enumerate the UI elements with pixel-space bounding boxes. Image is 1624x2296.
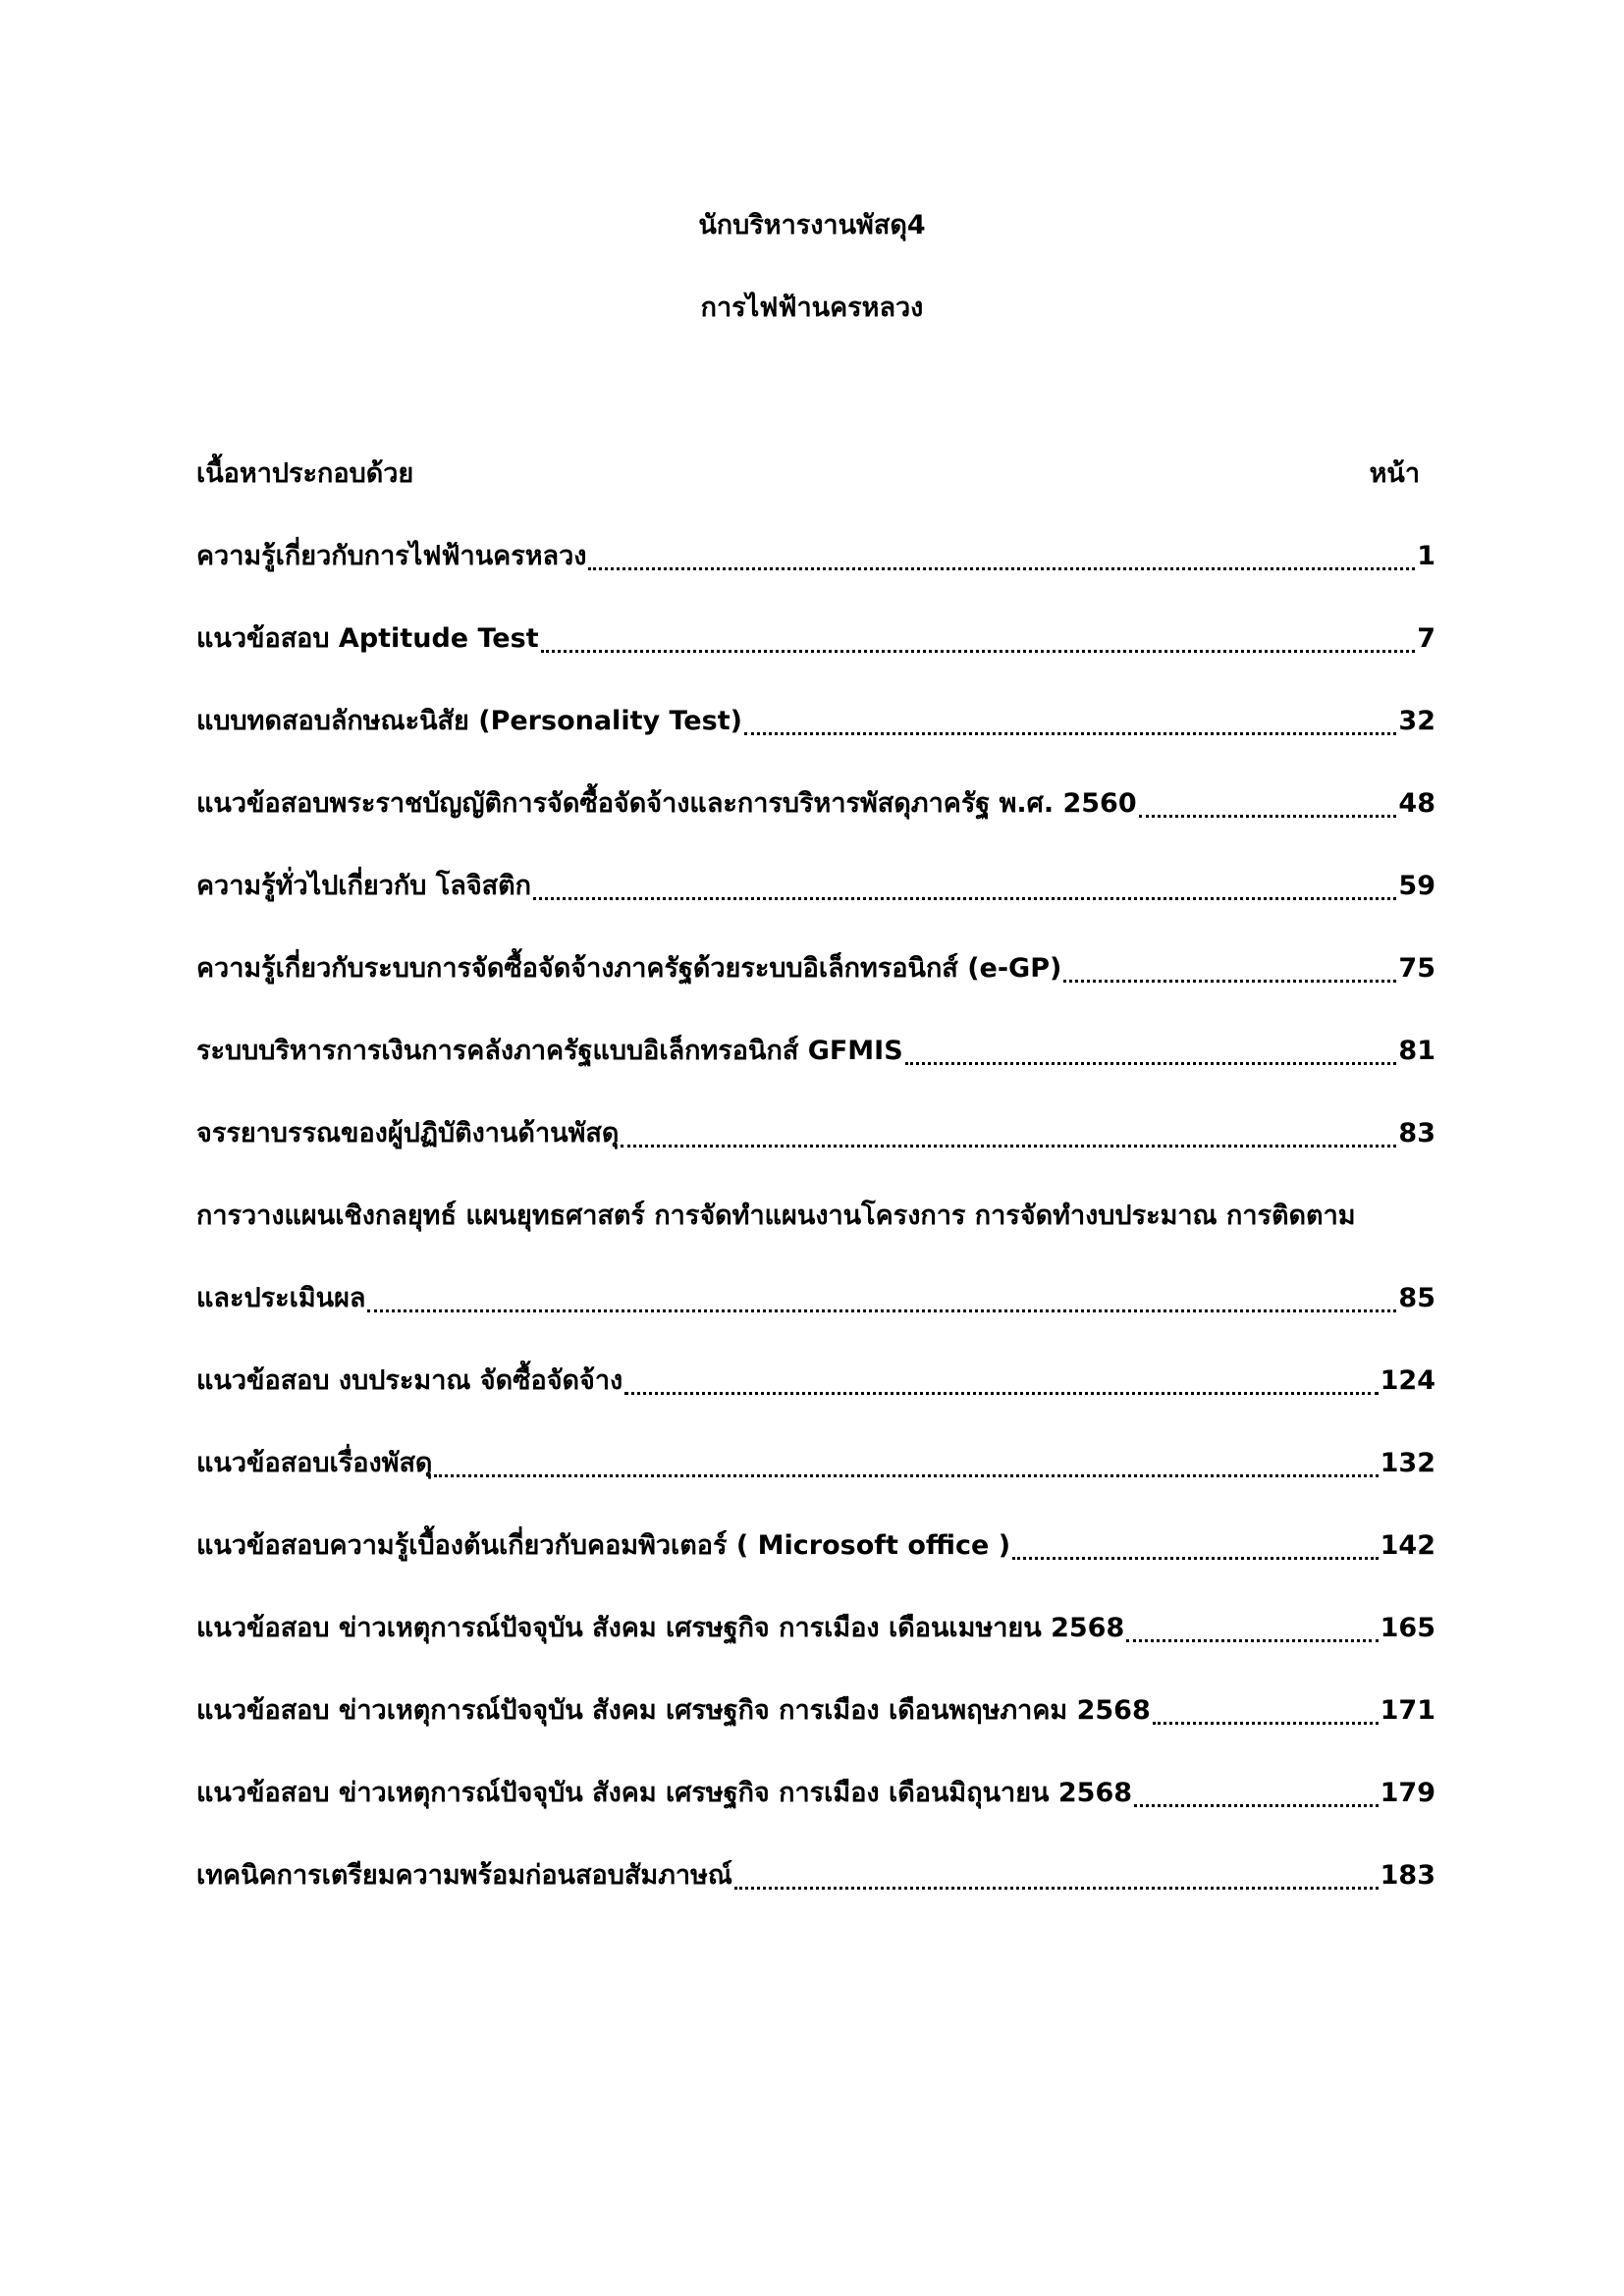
toc-entry: [196, 1689, 1435, 1772]
document-title: นักบริหารงานพัสดุ4: [698, 210, 926, 240]
toc-dot-leader: [434, 1442, 1378, 1477]
toc-entry-label: แนวข้อสอบพระราชบัญญัติการจัดซื้อจัดจ้างและการบริหารพัสดุภาครัฐ พ.ศ. 2560: [196, 788, 1137, 819]
toc-entry-label: แนวข้อสอบเรื่องพัสดุ: [196, 1448, 433, 1478]
toc-entry: [196, 1277, 1435, 1360]
toc-entry-label: แนวข้อสอบ Aptitude Test: [196, 623, 539, 654]
toc-dot-leader: [744, 700, 1396, 735]
toc-dot-leader: [1153, 1689, 1379, 1725]
toc-entry: [196, 1030, 1435, 1112]
toc-entry-page: 75: [1398, 953, 1435, 984]
toc-entry-label: แนวข้อสอบความรู้เบื้องต้นเกี่ยวกับคอมพิวเตอร์ ( Microsoft office ): [196, 1530, 1011, 1561]
toc-entry-page: 171: [1380, 1695, 1435, 1726]
toc-entry-page: 132: [1380, 1448, 1435, 1478]
toc-entry: [196, 1854, 1435, 1937]
toc-dot-leader: [1134, 1772, 1379, 1807]
toc-entry: [196, 1772, 1435, 1854]
toc-entry: [196, 1524, 1435, 1607]
toc-dot-leader: [1012, 1524, 1379, 1560]
toc-entry-label: แนวข้อสอบ ข่าวเหตุการณ์ปัจจุบัน สังคม เศรษฐกิจ การเมือง เดือนพฤษภาคม 2568: [196, 1695, 1151, 1726]
toc-entry-label: เทคนิคการเตรียมความพร้อมก่อนสอบสัมภาษณ์: [196, 1860, 732, 1891]
toc-entry: [196, 1442, 1435, 1524]
toc-entry-page: 83: [1398, 1118, 1435, 1148]
toc-entry-label: ความรู้เกี่ยวกับการไฟฟ้านครหลวง: [196, 541, 587, 571]
toc-entry: [196, 1360, 1435, 1442]
toc-entry-page: 85: [1398, 1283, 1435, 1313]
toc-entry: [196, 1195, 1435, 1277]
toc-dot-leader: [1139, 782, 1397, 818]
toc-entry-page: 1: [1417, 541, 1435, 571]
toc-entry: [196, 1112, 1435, 1195]
toc-dot-leader: [533, 865, 1396, 900]
toc-entry-label: แนวข้อสอบ ข่าวเหตุการณ์ปัจจุบัน สังคม เศรษฐกิจ การเมือง เดือนมิถุนายน 2568: [196, 1778, 1133, 1808]
toc-dot-leader: [1063, 947, 1396, 983]
toc-entry: [196, 1607, 1435, 1689]
toc-entry-page: 183: [1380, 1860, 1435, 1891]
toc-entry-label: แบบทดสอบลักษณะนิสัย (Personality Test): [196, 706, 742, 736]
document-subtitle: การไฟฟ้านครหลวง: [700, 293, 924, 323]
toc-entry: [196, 617, 1435, 700]
toc-entry-page: 48: [1398, 788, 1435, 819]
toc-entry-label: ความรู้เกี่ยวกับระบบการจัดซื้อจัดจ้างภาครัฐด้วยระบบอิเล็กทรอนิกส์ (e-GP): [196, 953, 1062, 984]
toc-dot-leader: [541, 617, 1416, 653]
table-of-contents: [196, 535, 1435, 1937]
toc-entry-page: 7: [1417, 623, 1435, 654]
toc-dot-leader: [621, 1112, 1396, 1148]
toc-entry-page: 32: [1398, 706, 1435, 736]
toc-entry-label: แนวข้อสอบ งบประมาณ จัดซื้อจัดจ้าง: [196, 1365, 623, 1396]
toc-entry-page: 142: [1380, 1530, 1435, 1561]
toc-entry-page: 59: [1398, 871, 1435, 901]
toc-entry-label: ความรู้ทั่วไปเกี่ยวกับ โลจิสติก: [196, 871, 532, 901]
toc-dot-leader: [1126, 1607, 1378, 1642]
toc-heading-page: หน้า: [1369, 458, 1420, 489]
toc-entry: [196, 700, 1435, 782]
toc-dot-leader: [734, 1854, 1379, 1890]
toc-entry-page: 124: [1380, 1365, 1435, 1396]
toc-dot-leader: [367, 1277, 1396, 1312]
toc-entry-label: และประเมินผล: [196, 1283, 366, 1313]
toc-entry-label: การวางแผนเชิงกลยุทธ์ แผนยุทธศาสตร์ การจัดทำแผนงานโครงการ การจัดทำงบประมาณ การติดตาม: [196, 1201, 1356, 1231]
toc-dot-leader: [624, 1360, 1378, 1395]
toc-entry-page: 165: [1380, 1613, 1435, 1643]
toc-header: [196, 453, 1434, 496]
toc-heading-contents: เนื้อหาประกอบด้วย: [196, 458, 414, 489]
toc-dot-leader: [588, 535, 1415, 570]
toc-entry: [196, 865, 1435, 947]
toc-entry-page: 179: [1380, 1778, 1435, 1808]
toc-entry-label: แนวข้อสอบ ข่าวเหตุการณ์ปัจจุบัน สังคม เศรษฐกิจ การเมือง เดือนเมษายน 2568: [196, 1613, 1125, 1643]
toc-dot-leader: [905, 1030, 1397, 1065]
toc-entry: [196, 947, 1435, 1030]
toc-entry-label: จรรยาบรรณของผู้ปฏิบัติงานด้านพัสดุ: [196, 1118, 620, 1148]
toc-entry-page: 81: [1398, 1036, 1435, 1066]
toc-entry: [196, 782, 1435, 865]
toc-entry-label: ระบบบริหารการเงินการคลังภาครัฐแบบอิเล็กทรอนิกส์ GFMIS: [196, 1036, 903, 1066]
toc-entry: [196, 535, 1435, 617]
